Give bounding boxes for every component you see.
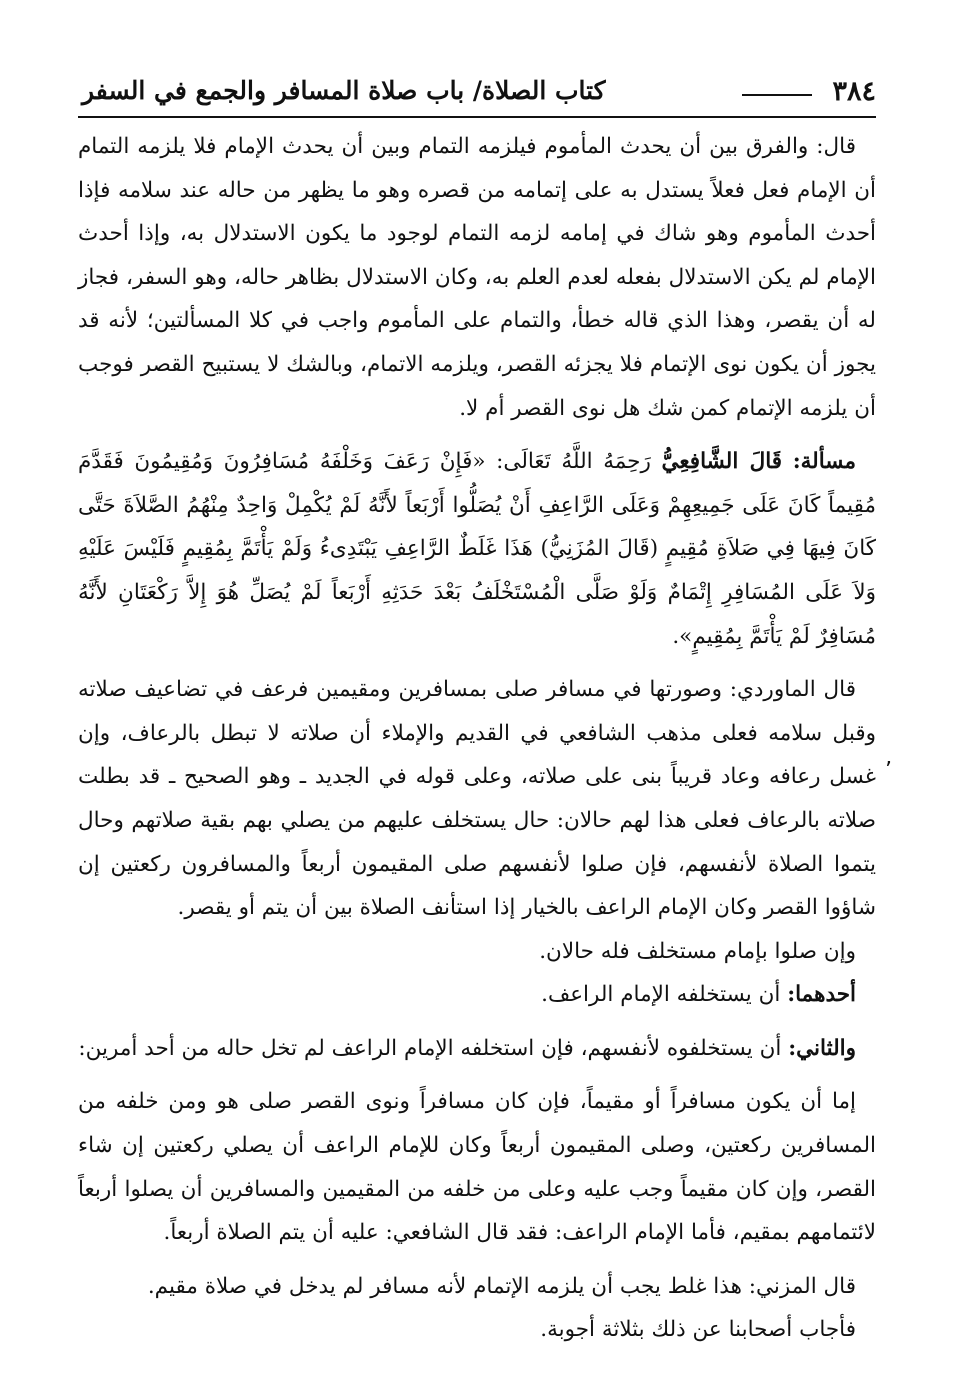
paragraph-second-case [78,1027,876,1071]
paragraph-either: إما أن يكون مسافراً أو مقيماً، فإن كان مسافراً ونوى القصر صلى هو ومن خلفه من المسافرين ركعتين، وصلى المقيمون أربعاً وكان للإمام الراعف أن يصلي ركعتين إن شاء القصر، وإن كان مقيماً وجب عليه وعلى من خلفه من المقيمين والمسافرين أن يصلوا أربعاً لائتمامهم بمقيم، فأما الإمام الراعف: فقد قال الشافعي: عليه أن يتم الصلاة أربعاً. [78,1089,876,1246]
paragraph-first-case [78,973,876,1017]
masala-label: مسألة: [792,449,856,475]
paragraph-two-cases: وإن صلوا بإمام مستخلف فله حالان. [539,938,856,964]
running-title: كتاب الصلاة/ باب صلاة المسافر والجمع في السفر [82,76,606,105]
second-case-text: أن يستخلفوه لأنفسهم، فإن استخلفه الإمام الراعف لم تخل حاله من أحد أمرين: [78,1035,782,1061]
header-rule [742,94,812,96]
paragraph-masala [78,440,876,658]
first-case-label: أحدهما: [787,982,856,1008]
margin-mark: ٬ [885,758,892,783]
second-case-label: والثاني: [788,1035,856,1061]
paragraph-muzani: قال المزني: هذا غلط يجب أن يلزمه الإتمام لأنه مسافر لم يدخل في صلاة مقيم. [147,1273,856,1299]
masala-text: رَحِمَهُ اللَّهُ تَعَالَى: «فَإِنْ رَعَفَ وَخَلْفَهُ مُسَافِرُونَ وَمُقِيمُونَ فَقَدَّمَ مُقِيماً كَانَ عَلَى جَمِيعِهِمْ وَعَلَى الرَّاعِفِ أَنْ يُصَلُّوا أَرْبَعاً لأَنَّهُ لَمْ يُكْمِلْ وَاحِدٌ مِنْهُمُ الصَّلاَةَ حَتَّى كَانَ فِيهَا فِي صَلاَةِ مُقِيمٍ (قَالَ المُزَنِيُّ) هَذَا غَلَطٌ الرَّاعِفِ يَبْتَدِىءُ وَلَمْ يَأْتَمَّ بِمُقِيمٍ فَلَيْسَ عَلَيْهِ وَلاَ عَلَى المُسَافِرِ إِتْمَامٌ وَلَوْ صَلَّى الْمُسْتَخْلَفُ بَعْدَ حَدَثِهِ أَرْبَعاً لَمْ يُصَلِّ هُوَ إِلاَّ رَكْعَتَانِ لأَنَّهُ مُسَافِرٌ لَمْ يَأْتَمَّ بِمُقِيمٍ». [78,449,876,649]
paragraph-mawardi: قال الماوردي: وصورتها في مسافر صلى بمسافرين ومقيمين فرعف في تضاعيف صلاته وقبل سلامه فعلى مذهب الشافعي في القديم والإملاء أن صلاته لا تبطل بالرعاف، وإن غسل رعافه وعاد قريباً بنى على صلاته، وعلى قوله في الجديد ـ وهو الصحيح ـ قد بطلت صلاته بالرعاف فعلى هذا لهم حالان: حال يستخلف عليهم من يصلي بهم بقية صلاتهم وحال يتموا الصلاة لأنفسهم، فإن صلوا لأنفسهم صلى المقيمون أربعاً والمسافرون ركعتين إن شاؤوا القصر وكان الإمام الراعف بالخيار إذا استأنف الصلاة بين أن يتم أو يقصر. [78,677,876,921]
page-number: ٣٨٤ [832,76,876,107]
paragraph-answers: فأجاب أصحابنا عن ذلك بثلاثة أجوبة. [540,1317,856,1343]
page-body [78,125,876,1352]
paragraph-1: قال: والفرق بين أن يحدث المأموم فيلزمه التمام وبين أن يحدث الإمام فلا يلزمه التمام أن الإمام فعل فعلاً يستدل به على إتمامه من قصره وهو ما يظهر من حاله عند سلامه فإذا أحدث المأموم وهو شاك في إمامه لزمه التمام لوجود ما يكون الاستدلال به، وإذا أحدث الإمام لم يكن الاستدلال بفعله لعدم العلم به، وكان الاستدلال بظاهر حاله، وهو السفر، فجاز له أن يقصر، وهذا الذي قاله خطأ، والتمام على المأموم واجب في كلا المسألتين؛ لأنه قد يجوز أن يكون نوى الإتمام فلا يجزئه القصر، ويلزمه الاتمام، وبالشك لا يستبيح القصر فوجب أن يلزمه الإتمام كمن شك هل نوى القصر أم لا. [78,134,876,421]
page-header [78,72,876,118]
first-case-text: أن يستخلفه الإمام الراعف. [541,982,781,1008]
masala-author: قَالَ الشَّافِعِيُّ [661,449,783,475]
